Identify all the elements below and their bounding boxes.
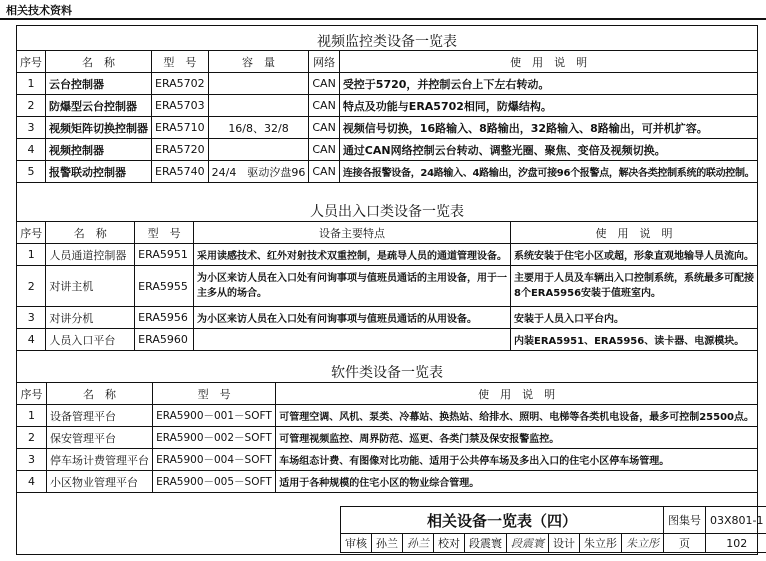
designer-signature: 朱立彤 <box>622 534 664 553</box>
row-usage: 系统安装于住宅小区或超，形象直观地输导人员流向。 <box>511 244 758 266</box>
row-network: CAN <box>309 139 339 161</box>
col-model: 型 号 <box>153 383 276 405</box>
row-features: 为小区来访人员在入口处有问询事项与值班员通话的从用设备。 <box>193 307 510 329</box>
sheet-title: 相关设备一览表（四） <box>341 507 664 534</box>
checker-signature: 段震寰 <box>507 534 549 553</box>
row-network: CAN <box>309 73 339 95</box>
table-row <box>17 161 758 183</box>
row-model: ERA5900－002－SOFT <box>153 427 276 449</box>
row-usage: 主要用于人员及车辆出入口控制系统，系统最多可配接8个ERA5956安装于值班室内。 <box>511 266 758 307</box>
col-capacity: 容 量 <box>208 51 309 73</box>
row-usage: 视频信号切换，16路输入、8路输出，32路输入、8路输出，可并机扩容。 <box>339 117 758 139</box>
row-usage: 车场组态计费、有图像对比功能、适用于公共停车场及多出入口的住宅小区停车场管理。 <box>276 449 758 471</box>
col-features: 设备主要特点 <box>193 222 510 244</box>
reviewer-signature: 孙兰 <box>403 534 434 553</box>
row-usage: 连接各报警设备，24路输入、4路输出，汐盘可接96个报警点，解决各类控制系统的联动控制。 <box>339 161 758 183</box>
col-name: 名 称 <box>46 51 152 73</box>
table-row <box>17 95 758 117</box>
row-usage: 特点及功能与ERA5702相同，防爆结构。 <box>339 95 758 117</box>
row-model: ERA5960 <box>135 329 194 351</box>
table-row <box>17 449 758 471</box>
row-model: ERA5956 <box>135 307 194 329</box>
table-row <box>17 139 758 161</box>
col-model: 型 号 <box>152 51 209 73</box>
row-no: 2 <box>17 95 46 117</box>
row-no: 2 <box>17 427 47 449</box>
design-label: 设计 <box>549 534 580 553</box>
row-name: 对讲主机 <box>46 266 135 307</box>
row-name: 小区物业管理平台 <box>47 471 153 493</box>
row-name: 对讲分机 <box>46 307 135 329</box>
row-model: ERA5900－004－SOFT <box>153 449 276 471</box>
reviewer-name: 孙兰 <box>372 534 403 553</box>
software-section-title: 软件类设备一览表 <box>331 365 443 381</box>
software-table <box>16 382 758 493</box>
row-name: 人员通道控制器 <box>46 244 135 266</box>
table-row <box>17 471 758 493</box>
col-name: 名 称 <box>46 222 135 244</box>
row-features: 采用读感技术、红外对射技术双重控制，是疏导人员的通道管理设备。 <box>193 244 510 266</box>
access-section-title: 人员出入口类设备一览表 <box>310 204 464 220</box>
row-model: ERA5955 <box>135 266 194 307</box>
row-usage: 可管理空调、风机、泵类、冷幕站、换热站、给排水、照明、电梯等各类机电设备，最多可控制25500点。 <box>276 405 758 427</box>
row-model: ERA5740 <box>152 161 209 183</box>
row-no: 2 <box>17 266 46 307</box>
check-label: 校对 <box>434 534 465 553</box>
page-no: 102 <box>706 534 766 553</box>
row-no: 4 <box>17 471 47 493</box>
row-features: 为小区来访人员在入口处有问询事项与值班员通话的主用设备，用于一主多从的场合。 <box>193 266 510 307</box>
col-no: 序号 <box>17 383 47 405</box>
header-rule <box>0 18 766 20</box>
row-name: 报警联动控制器 <box>46 161 152 183</box>
row-network: CAN <box>309 161 339 183</box>
row-usage: 内装ERA5951、ERA5956、读卡器、电源模块。 <box>511 329 758 351</box>
row-no: 3 <box>17 449 47 471</box>
col-no: 序号 <box>17 222 46 244</box>
page-label: 页 <box>664 534 706 553</box>
table-header-row <box>17 383 758 405</box>
row-no: 1 <box>17 244 46 266</box>
row-name: 防爆型云台控制器 <box>46 95 152 117</box>
row-no: 3 <box>17 307 46 329</box>
title-block <box>340 506 766 553</box>
row-capacity <box>208 95 309 117</box>
col-name: 名 称 <box>47 383 153 405</box>
review-label: 审核 <box>341 534 372 553</box>
row-no: 1 <box>17 405 47 427</box>
video-section-title: 视频监控类设备一览表 <box>317 34 457 50</box>
row-usage: 通过CAN网络控制云台转动、调整光圈、聚焦、变倍及视频切换。 <box>339 139 758 161</box>
table-row <box>17 307 758 329</box>
row-model: ERA5900－001－SOFT <box>153 405 276 427</box>
row-model: ERA5702 <box>152 73 209 95</box>
row-name: 人员入口平台 <box>46 329 135 351</box>
row-name: 设备管理平台 <box>47 405 153 427</box>
row-capacity: 24/4 驱动汐盘96 <box>208 161 309 183</box>
row-no: 5 <box>17 161 46 183</box>
table-row <box>17 266 758 307</box>
video-table <box>16 50 758 183</box>
row-network: CAN <box>309 117 339 139</box>
table-row <box>17 405 758 427</box>
row-name: 视频矩阵切换控制器 <box>46 117 152 139</box>
atlas-label: 图集号 <box>664 507 706 534</box>
col-model: 型 号 <box>135 222 194 244</box>
table-row <box>17 329 758 351</box>
row-model: ERA5951 <box>135 244 194 266</box>
col-usage: 使 用 说 明 <box>276 383 758 405</box>
row-name: 停车场计费管理平台 <box>47 449 153 471</box>
col-usage: 使 用 说 明 <box>511 222 758 244</box>
row-name: 保安管理平台 <box>47 427 153 449</box>
row-network: CAN <box>309 95 339 117</box>
table-row <box>17 117 758 139</box>
col-no: 序号 <box>17 51 46 73</box>
row-no: 3 <box>17 117 46 139</box>
checker-name: 段震寰 <box>465 534 507 553</box>
row-usage: 可管理视频监控、周界防范、巡更、各类门禁及保安报警监控。 <box>276 427 758 449</box>
table-row <box>17 244 758 266</box>
table-row <box>17 427 758 449</box>
row-capacity <box>208 73 309 95</box>
row-model: ERA5703 <box>152 95 209 117</box>
col-usage: 使 用 说 明 <box>339 51 758 73</box>
table-header-row <box>17 222 758 244</box>
designer-name: 朱立彤 <box>580 534 622 553</box>
col-network: 网络 <box>309 51 339 73</box>
row-capacity <box>208 139 309 161</box>
atlas-no: 03X801-1 <box>706 507 766 534</box>
row-no: 4 <box>17 139 46 161</box>
table-header-row <box>17 51 758 73</box>
row-usage: 受控于5720，并控制云台上下左右转动。 <box>339 73 758 95</box>
row-capacity: 16/8、32/8 <box>208 117 309 139</box>
row-name: 云台控制器 <box>46 73 152 95</box>
access-table <box>16 221 758 351</box>
row-no: 1 <box>17 73 46 95</box>
row-features <box>193 329 510 351</box>
row-model: ERA5710 <box>152 117 209 139</box>
row-usage: 安装于人员入口平台内。 <box>511 307 758 329</box>
row-usage: 适用于各种规模的住宅小区的物业综合管理。 <box>276 471 758 493</box>
row-model: ERA5720 <box>152 139 209 161</box>
header-tag: 相关技术资料 <box>6 4 72 17</box>
row-model: ERA5900－005－SOFT <box>153 471 276 493</box>
row-name: 视频控制器 <box>46 139 152 161</box>
table-row <box>17 73 758 95</box>
row-no: 4 <box>17 329 46 351</box>
